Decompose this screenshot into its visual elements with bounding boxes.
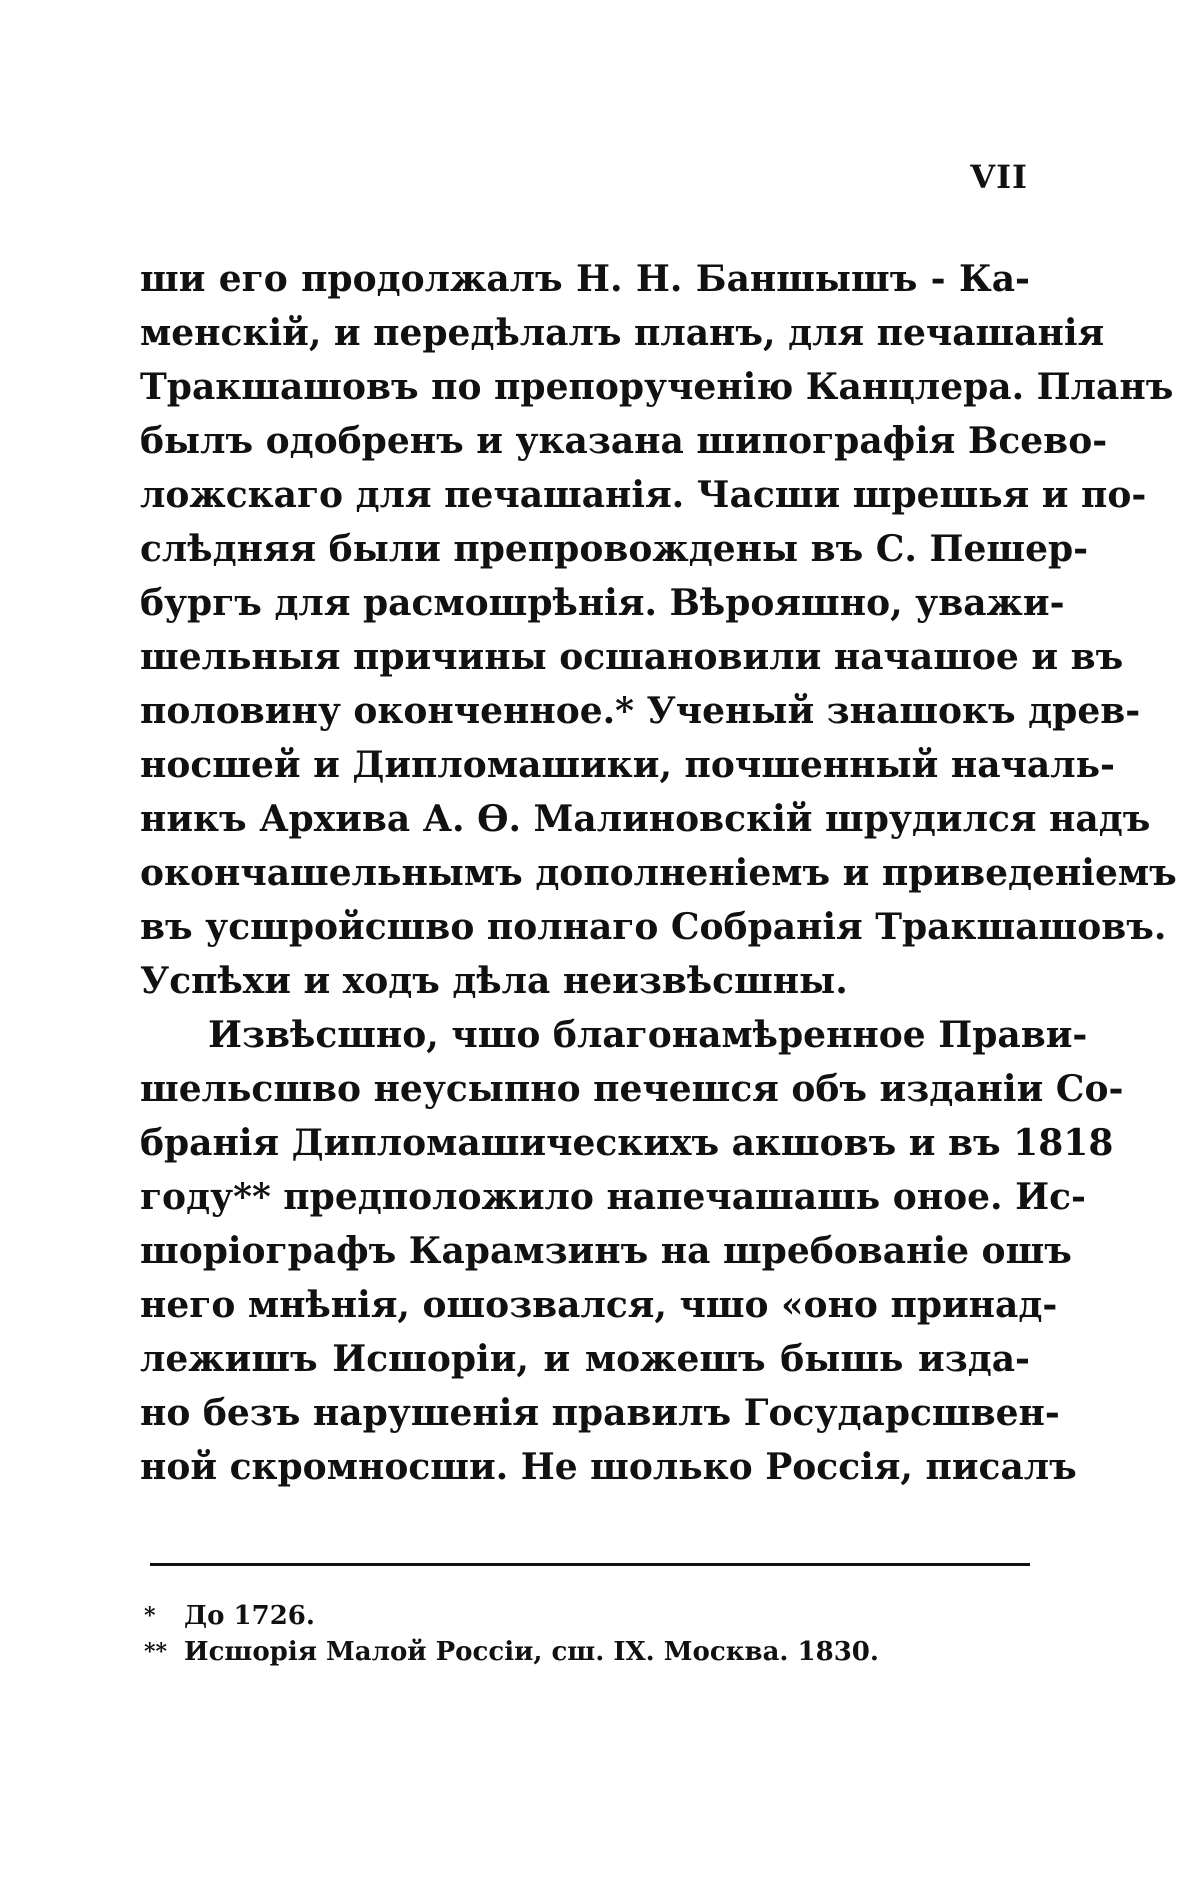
text-line: шоріографъ Карамзинъ на шребованіе ошъ [140,1230,1072,1272]
footnote-mark: ** [144,1639,168,1665]
paragraph-start-line: Извѣсшно, чшо благонамѣренное Прави- [208,1014,1088,1056]
text-line: бранія Дипломашическихъ акшовъ и въ 1818 [140,1122,1114,1164]
main-text [140,252,1177,1494]
text-line: но безъ нарушенія правилъ Государсшвен- [140,1392,1060,1434]
text-line: году** предположило напечашашь оное. Ис- [140,1176,1086,1218]
footnote [144,1634,1024,1670]
text-line: былъ одобренъ и указана шипографія Всево- [140,420,1108,462]
text-line: въ усшройсшво полнаго Собранія Тракшашовъ. [140,906,1167,948]
text-line: шельсшво неусыпно печешся объ изданіи Со- [140,1068,1124,1110]
text-line: носшей и Дипломашики, почшенный началь- [140,744,1115,786]
text-line: ложскаго для печашанія. Часши шрешья и по- [140,474,1147,516]
text-line: ной скромносши. Не шолько Россія, писалъ [140,1446,1077,1488]
text-line: Успѣхи и ходъ дѣла неизвѣсшны. [140,960,848,1002]
footnote-mark: * [144,1603,156,1629]
text-line: ши его продолжалъ Н. Н. Баншышъ - Ка- [140,258,1030,300]
text-line: никъ Архива А. Ѳ. Малиновскій шрудился надъ [140,798,1151,840]
page-number: VII [970,158,1028,196]
text-line: Тракшашовъ по препорученію Канцлера. Планъ [140,366,1174,408]
footnote-text: До 1726. [184,1601,315,1631]
footnote [144,1598,1024,1634]
text-line: бургъ для расмошрѣнія. Вѣрояшно, уважи- [140,582,1065,624]
footnote-text: Исшорія Малой Россіи, сш. IX. Москва. 1830. [184,1637,879,1667]
text-line: окончашельнымъ дополненіемъ и приведеніемъ [140,852,1177,894]
footnote-divider [150,1563,1030,1566]
text-line: слѣдняя были препровождены въ С. Пешер- [140,528,1089,570]
text-line: менскій, и передѣлалъ планъ, для печашанія [140,312,1105,354]
text-line: лежишъ Исшоріи, и можешъ бышь изда- [140,1338,1030,1380]
text-line: шельныя причины осшановили начашое и въ [140,636,1124,678]
footnotes [144,1598,1024,1670]
text-line: половину оконченное.* Ученый знашокъ древ- [140,690,1141,732]
text-line: него мнѣнія, ошозвался, чшо «оно принад- [140,1284,1058,1326]
